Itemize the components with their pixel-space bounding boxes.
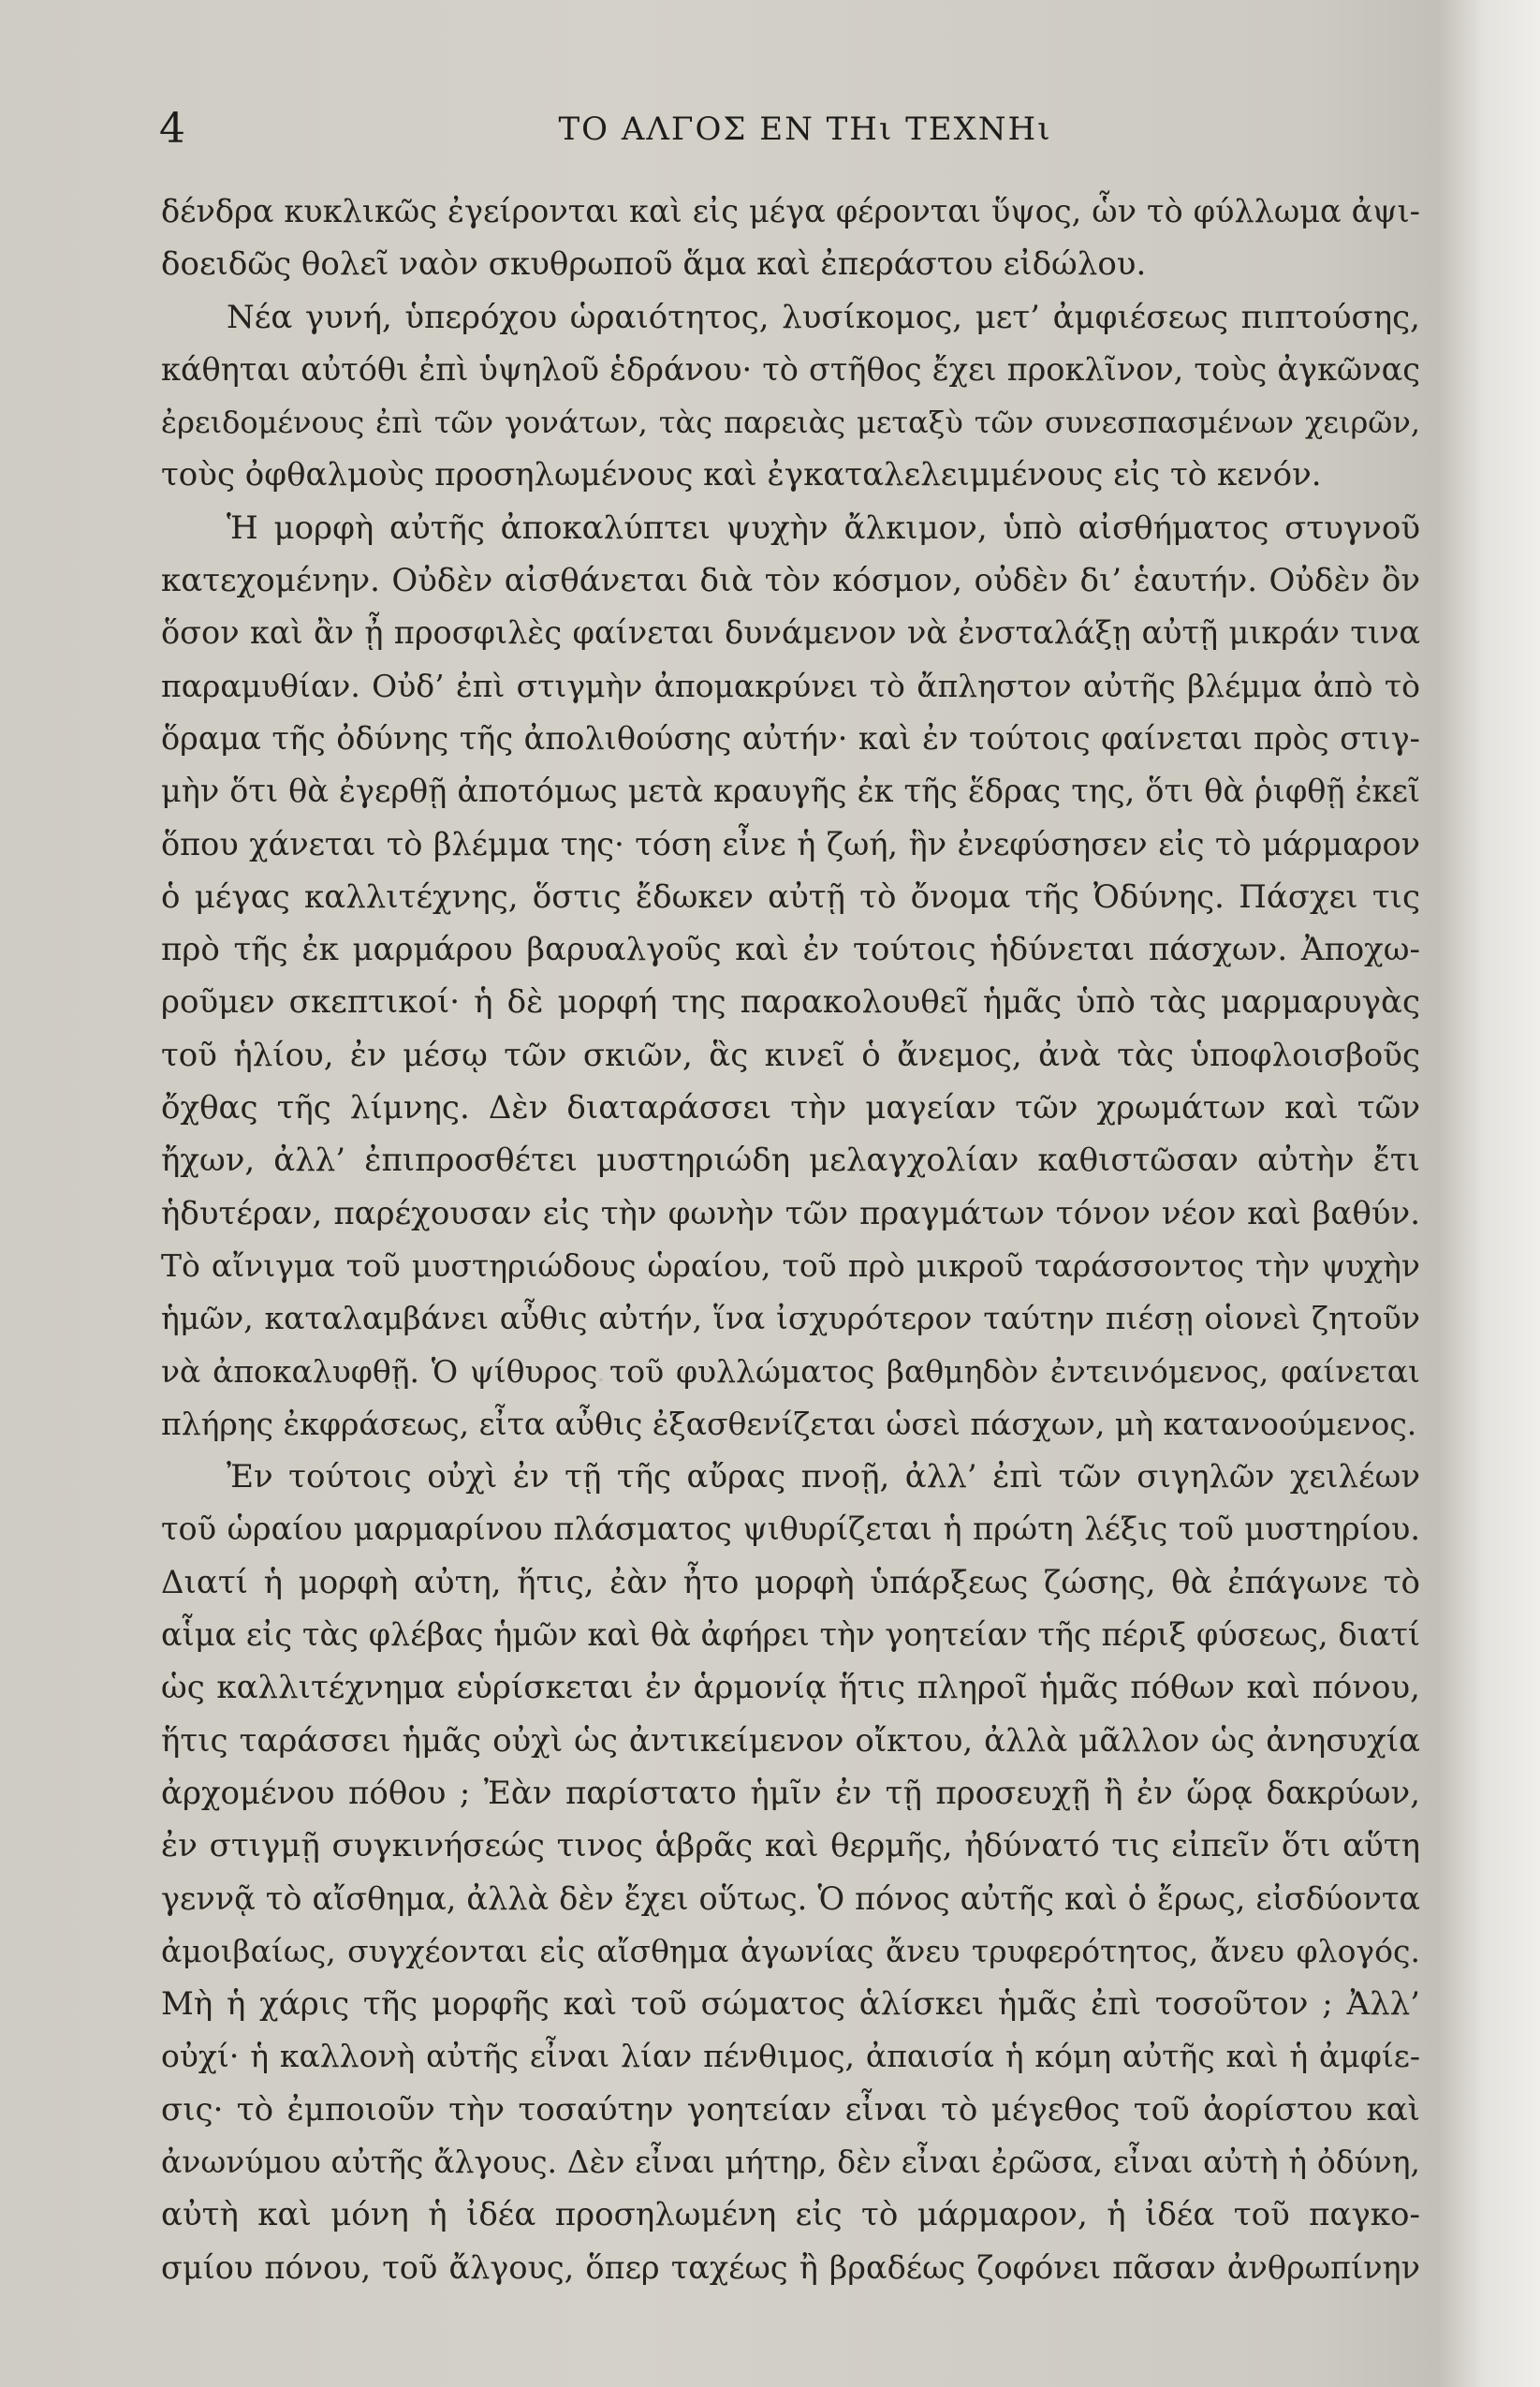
text-line: ἤχων, ἀλλ’ ἐπιπροσθέτει μυστηριώδη μελαγχολίαν καθιστῶσαν αὐτὴν ἔτι <box>161 1142 1420 1180</box>
text-line: ὅσον καὶ ἂν ᾖ προσφιλὲς φαίνεται δυνάμενον νὰ ἐνσταλάξῃ αὐτῇ μικράν τινα <box>161 614 1420 652</box>
text-line: ἀνωνύμου αὐτῆς ἄλγους. Δὲν εἶναι μήτηρ, δὲν εἶναι ἐρῶσα, εἶναι αὐτὴ ἡ ὀδύνη, <box>161 2143 1420 2180</box>
text-line: ροῦμεν σκεπτικοί· ἡ δὲ μορφή της παρακολουθεῖ ἡμᾶς ὑπὸ τὰς μαρμαρυγὰς <box>161 983 1420 1022</box>
text-line: πλήρης ἐκφράσεως, εἶτα αὖθις ἐξασθενίζεται ὡσεὶ πάσχων, μὴ κατανοούμενος. <box>161 1405 1417 1442</box>
text-line: ὄχθας τῆς λίμνης. Δὲν διαταράσσει τὴν μαγείαν τῶν χρωμάτων καὶ τῶν <box>161 1089 1420 1127</box>
page-header <box>159 105 1451 161</box>
text-line: πρὸ τῆς ἐκ μαρμάρου βαρυαλγοῦς καὶ ἐν τούτοις ἡδύνεται πάσχων. Ἀποχω- <box>161 931 1420 969</box>
text-line: δοειδῶς θολεῖ ναὸν σκυθρωποῦ ἅμα καὶ ἐπεράστου εἰδώλου. <box>161 245 1147 284</box>
text-line: Μὴ ἡ χάρις τῆς μορφῆς καὶ τοῦ σώματος ἁλίσκει ἡμᾶς ἐπὶ τοσοῦτον ; Ἀλλ’ <box>161 1985 1420 2024</box>
text-line: ἡδυτέραν, παρέχουσαν εἰς τὴν φωνὴν τῶν πραγμάτων τόνον νέον καὶ βαθύν. <box>161 1194 1420 1232</box>
text-line: σμίου πόνου, τοῦ ἄλγους, ὅπερ ταχέως ἢ βραδέως ζοφόνει πᾶσαν ἀνθρωπίνην <box>161 2248 1420 2286</box>
text-line: σις· τὸ ἐμποιοῦν τὴν τοσαύτην γοητείαν εἶναι τὸ μέγεθος τοῦ ἀορίστου καὶ <box>161 2090 1420 2129</box>
running-title: ΤΟ ΑΛΓΟΣ ΕΝ ΤΗι ΤΕΧΝΗι <box>558 111 1052 148</box>
text-line: ἐν στιγμῇ συγκινήσεώς τινος ἁβρᾶς καὶ θερμῆς, ἠδύνατό τις εἰπεῖν ὅτι αὕτη <box>161 1827 1420 1865</box>
text-line: ὅραμα τῆς ὀδύνης τῆς ἀπολιθούσης αὐτήν· καὶ ἐν τούτοις φαίνεται πρὸς στιγ- <box>161 719 1420 757</box>
text-line: ἀμοιβαίως, συγχέονται εἰς αἴσθημα ἀγωνίας ἄνευ τρυφερότητος, ἄνευ φλογός. <box>161 1932 1420 1969</box>
text-line: μὴν ὅτι θὰ ἐγερθῇ ἀποτόμως μετὰ κραυγῆς ἐκ τῆς ἕδρας της, ὅτι θὰ ῥιφθῇ ἐκεῖ <box>161 773 1420 810</box>
paper-speckle <box>847 2107 850 2110</box>
text-line: ἐρειδομένους ἐπὶ τῶν γονάτων, τὰς παρειὰς μεταξὺ τῶν συνεσπασμένων χειρῶν, <box>161 405 1420 441</box>
text-line: τοῦ ἡλίου, ἐν μέσῳ τῶν σκιῶν, ἃς κινεῖ ὁ ἄνεμος, ἀνὰ τὰς ὑποφλοισβοῦς <box>161 1036 1420 1074</box>
text-line: ὁ μέγας καλλιτέχνης, ὅστις ἔδωκεν αὐτῇ τὸ ὄνομα τῆς Ὀδύνης. Πάσχει τις <box>161 877 1420 916</box>
text-line: δένδρα κυκλικῶς ἐγείρονται καὶ εἰς μέγα φέρονται ὕψος, ὧν τὸ φύλλωμα ἀψι- <box>161 193 1420 229</box>
text-line: νὰ ἀποκαλυφθῇ. Ὁ ψίθυρος τοῦ φυλλώματος βαθμηδὸν ἐντεινόμενος, φαίνεται <box>161 1352 1420 1390</box>
body-text <box>161 185 1420 2294</box>
page-number: 4 <box>159 105 185 153</box>
text-line: αὐτὴ καὶ μόνη ἡ ἰδέα προσηλωμένη εἰς τὸ μάρμαρον, ἡ ἰδέα τοῦ παγκο- <box>161 2196 1420 2234</box>
text-line: ἥτις ταράσσει ἡμᾶς οὐχὶ ὡς ἀντικείμενον οἴκτου, ἀλλὰ μᾶλλον ὡς ἀνησυχία <box>161 1721 1420 1760</box>
text-line: παραμυθίαν. Οὐδ’ ἐπὶ στιγμὴν ἀπομακρύνει τὸ ἄπληστον αὐτῆς βλέμμα ἀπὸ τὸ <box>161 667 1420 704</box>
text-line: γεννᾷ τὸ αἴσθημα, ἀλλὰ δὲν ἔχει οὕτως. Ὁ πόνος αὐτῆς καὶ ὁ ἔρως, εἰσδύοντα <box>161 1879 1420 1917</box>
text-line: Ἡ μορφὴ αὐτῆς ἀποκαλύπτει ψυχὴν ἄλκιμον, ὑπὸ αἰσθήματος στυγνοῦ <box>227 508 1420 547</box>
text-line: τοῦ ὡραίου μαρμαρίνου πλάσματος ψιθυρίζεται ἡ πρώτη λέξις τοῦ μυστηρίου. <box>161 1510 1420 1548</box>
text-line: Ἐν τούτοις οὐχὶ ἐν τῇ τῆς αὔρας πνοῇ, ἀλλ’ ἐπὶ τῶν σιγηλῶν χειλέων <box>227 1458 1420 1496</box>
text-line: Διατί ἡ μορφὴ αὐτη, ἥτις, ἐὰν ἦτο μορφὴ ὑπάρξεως ζώσης, θὰ ἐπάγωνε τὸ <box>161 1563 1420 1601</box>
text-line: κατεχομένην. Οὐδὲν αἰσθάνεται διὰ τὸν κόσμον, οὐδὲν δι’ ἑαυτήν. Οὐδὲν ὂν <box>161 562 1420 600</box>
text-line: ἀρχομένου πόθου ; Ἐὰν παρίστατο ἡμῖν ἐν τῇ προσευχῇ ἢ ἐν ὥρᾳ δακρύων, <box>161 1774 1420 1812</box>
text-line: κάθηται αὐτόθι ἐπὶ ὑψηλοῦ ἑδράνου· τὸ στῆθος ἔχει προκλῖνον, τοὺς ἀγκῶνας <box>161 350 1420 388</box>
text-line: ὅπου χάνεται τὸ βλέμμα της· τόση εἶνε ἡ ζωή, ἣν ἐνεφύσησεν εἰς τὸ μάρμαρον <box>161 825 1420 862</box>
text-line: ὡς καλλιτέχνημα εὑρίσκεται ἐν ἁρμονίᾳ ἥτις πληροῖ ἡμᾶς πόθων καὶ πόνου, <box>161 1669 1420 1707</box>
text-line: ἡμῶν, καταλαμβάνει αὖθις αὐτήν, ἵνα ἰσχυρότερον ταύτην πιέσῃ οἱονεὶ ζητοῦν <box>161 1300 1420 1337</box>
paper-speckle <box>1327 524 1330 527</box>
text-line: τοὺς ὀφθαλμοὺς προσηλωμένους καὶ ἐγκαταλελειμμένους εἰς τὸ κενόν. <box>161 456 1322 494</box>
paper-speckle <box>599 1378 603 1381</box>
text-line: Νέα γυνή, ὑπερόχου ὡραιότητος, λυσίκομος, μετ’ ἀμφιέσεως πιπτούσης, <box>227 298 1420 336</box>
text-line: Τὸ αἴνιγμα τοῦ μυστηριώδους ὡραίου, τοῦ πρὸ μικροῦ ταράσσοντος τὴν ψυχὴν <box>161 1246 1420 1284</box>
text-line: αἷμα εἰς τὰς φλέβας ἡμῶν καὶ θὰ ἀφήρει τὴν γοητείαν τῆς πέριξ φύσεως, διατί <box>161 1616 1420 1654</box>
page-edge-shadow <box>1437 0 1540 2387</box>
text-line: οὐχί· ἡ καλλονὴ αὐτῆς εἶναι λίαν πένθιμος, ἀπαισία ἡ κόμη αὐτῆς καὶ ἡ ἀμφίε- <box>161 2038 1420 2075</box>
